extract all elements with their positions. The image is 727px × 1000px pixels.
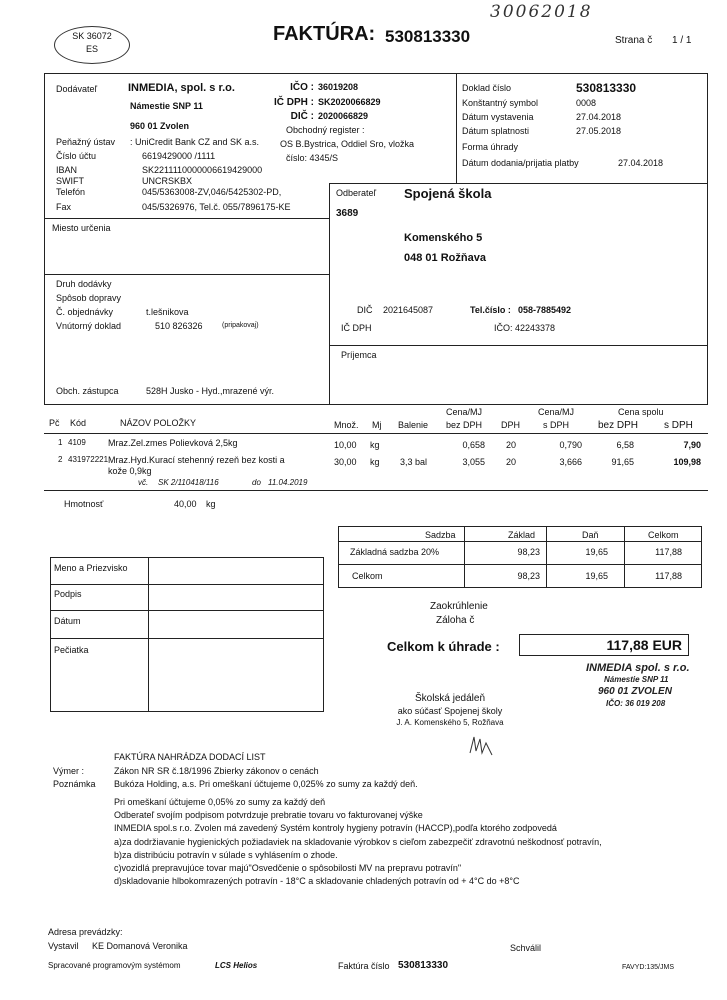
system-value: LCS Helios [215, 961, 258, 970]
row-2-vat: 20 [506, 457, 517, 467]
vat-row-2-rate: Celkom [352, 571, 383, 581]
notes-poznamka: Bukóza Holding, a.s. Pri omeškaní účtujeme 0,025% zo sumy za každý deň. [114, 779, 418, 789]
signature-sign-label: Podpis [54, 589, 82, 599]
delivery-type-label: Druh dodávky [56, 279, 112, 289]
issue-date: 27.04.2018 [576, 112, 622, 122]
vat-table-col-3 [624, 526, 625, 588]
col-vat: DPH [501, 420, 521, 430]
footer-invoice-label: Faktúra číslo [338, 961, 390, 971]
row-2-kod: 431972221 [68, 455, 109, 464]
col-total-1: Cena spolu [618, 407, 664, 417]
system-label: Spracované programovým systémom [48, 961, 181, 970]
row-2-name: Mraz.Hyd.Kurací stehenný rezeň bez kosti a [108, 455, 285, 465]
supplier-label: Dodávateľ [56, 84, 98, 94]
row-1-vat: 20 [506, 440, 517, 450]
doc-number: 530813330 [576, 81, 637, 95]
transport-label: Spôsob dopravy [56, 293, 122, 303]
row-2-unit: kg [370, 457, 380, 467]
buyer-code: 3689 [336, 208, 359, 219]
school-stamp-l3: J. A. Komenského 5, Rožňava [396, 718, 504, 727]
supplier-stamp-l4: IČO: 36 019 208 [606, 699, 666, 708]
row-2-total-incl: 109,98 [673, 457, 701, 467]
notes-text-2: Odberateľ svojím podpisom potvrdzuje prebratie tovaru vo fakturovanej výške [114, 810, 423, 820]
deposit-label: Záloha č [436, 615, 475, 626]
vat-row-1-rate: Základná sadzba 20% [350, 547, 440, 557]
vat-row-1-tax: 19,65 [585, 547, 608, 557]
col-price-excl-2: bez DPH [446, 420, 483, 430]
col-total-incl: s DPH [664, 420, 693, 431]
signature-name-label: Meno a Priezvisko [54, 563, 128, 573]
vat-row-2-tax: 19,65 [585, 571, 608, 581]
issued-by-value: KE Domanová Veronika [92, 941, 188, 951]
internal-doc-note: (pripakovaj) [222, 322, 259, 329]
signature-row-1 [50, 584, 324, 585]
footer-invoice-value: 530813330 [398, 960, 449, 971]
stamp-line-2: ES [85, 44, 98, 54]
notes-text-4: a)za dodržiavanie hygienických požiadaviek na skladovanie výrobkov s cieľom zabezpečiť zdravotnú neškodnosť potravín, [114, 837, 602, 847]
vat-row-1-base: 98,23 [517, 547, 540, 557]
ks-value: 0008 [576, 98, 597, 108]
col-price-incl-1: Cena/MJ [538, 407, 575, 417]
col-kod: Kód [70, 418, 87, 428]
due-date: 27.05.2018 [576, 126, 622, 136]
row-1-price-excl: 0,658 [462, 440, 485, 450]
school-stamp-l2: ako súčasť Spojenej školy [397, 706, 503, 716]
phone-value: 045/5363008-ZV,046/5425302-PD, [142, 187, 282, 197]
row-1-price-incl: 0,790 [559, 440, 582, 450]
weight-value: 40,00 [174, 499, 197, 509]
row-1-qty: 10,00 [334, 440, 357, 450]
supplier-city: 960 01 Zvolen [130, 121, 190, 131]
swift-value: UNCRSKBX [142, 176, 193, 186]
issued-by-label: Vystavil [48, 941, 79, 951]
batch-vc-label: vč. [138, 478, 149, 487]
sales-rep-label: Obch. zástupca [56, 386, 119, 396]
buyer-tel: 058-7885492 [518, 305, 572, 315]
stamp-line-1: SK 36072 [72, 31, 112, 41]
register-value-2: číslo: 4345/S [286, 153, 339, 163]
signature-row-2 [50, 610, 324, 611]
register-label: Obchodný register : [286, 125, 365, 135]
row-2-qty: 30,00 [334, 457, 357, 467]
notes-line-1: FAKTÚRA NAHRÁDZA DODACÍ LIST [114, 752, 266, 762]
row-2-name-2: kože 0,9kg [108, 466, 152, 476]
notes-text-6: c)vozidlá prepravujúce tovar majú"Osvedčenie o spôsobilosti MV na prepravu potravín" [114, 863, 462, 873]
ks-label: Konštantný symbol [462, 98, 539, 108]
batch-do-value: 11.04.2019 [268, 478, 308, 487]
supplier-stamp-l3: 960 01 ZVOLEN [598, 686, 672, 697]
school-stamp-l1: Školská jedáleň [414, 693, 486, 704]
notes-vymer: Zákon NR SR č.18/1996 Zbierky zákonov o cenách [114, 766, 319, 776]
notes-text-7: d)skladovanie hlbokomrazených potravín - 18°C a skladovanie chladených potravín od + 4°C do +8°C [114, 876, 520, 886]
items-bottom-line [44, 490, 708, 491]
supplier-ico: 36019208 [318, 82, 359, 92]
buyer-name: Spojená škola [404, 186, 492, 201]
total-due-value: 117,88 EUR [606, 637, 682, 653]
recipient-label: Príjemca [341, 350, 377, 360]
supplier-dic: 2020066829 [318, 111, 369, 121]
supplier-icdph-label: IČ DPH : [274, 97, 314, 108]
supplier-stamp-l2: Námestie SNP 11 [604, 675, 669, 684]
signature-scribble [466, 733, 496, 761]
vat-table-row-line [338, 564, 702, 565]
supplier-ico-label: IČO : [290, 82, 314, 93]
vat-table-col-1 [464, 526, 465, 588]
items-header-line [44, 433, 708, 434]
buyer-dic: 2021645087 [383, 305, 434, 315]
buyer-dic-label: DIČ [357, 305, 373, 315]
supplier-icdph: SK2020066829 [318, 97, 381, 107]
account-label: Číslo účtu [56, 151, 97, 161]
col-name: NÁZOV POLOŽKY [120, 418, 197, 428]
delivery-date-label: Dátum dodania/prijatia platby [462, 158, 579, 168]
destination-label: Miesto určenia [52, 223, 111, 233]
fax-label: Fax [56, 202, 72, 212]
approved-label: Schválil [510, 943, 542, 953]
row-2-price-incl: 3,666 [559, 457, 582, 467]
notes-text-5: b)za distribúciu potravín v súlade s vyhlásením o zhode. [114, 850, 338, 860]
address-label: Adresa prevádzky: [48, 927, 123, 937]
rounding-label: Zaokrúhlenie [430, 601, 488, 612]
buyer-label: Odberateľ [336, 188, 377, 198]
total-due-label: Celkom k úhrade : [387, 639, 500, 654]
vat-h-rate: Sadzba [425, 530, 456, 540]
page-label: Strana č [615, 35, 653, 46]
register-value: OS B.Bystrica, Oddiel Sro, vložka [280, 139, 415, 149]
divider-buyer-top [329, 183, 708, 184]
buyer-icdph-label: IČ DPH [341, 323, 372, 333]
vat-h-total: Celkom [648, 530, 679, 540]
notes-text-1: Pri omeškaní účtujeme 0,05% zo sumy za každý deň [114, 797, 326, 807]
col-price-excl-1: Cena/MJ [446, 407, 483, 417]
phone-label: Telefón [56, 187, 86, 197]
order-label: Č. objednávky [56, 307, 114, 317]
internal-doc-value: 510 826326 [155, 321, 203, 331]
page-value: 1 / 1 [672, 35, 692, 46]
batch-do-label: do [252, 478, 261, 487]
col-unit: Mj [372, 420, 382, 430]
col-pc: Pč [49, 418, 60, 428]
vat-h-tax: Daň [582, 530, 599, 540]
fax-value: 045/5326976, Tel.č. 055/7896175-KE [142, 202, 291, 212]
signature-box-col [148, 557, 149, 712]
swift-label: SWIFT [56, 176, 84, 186]
row-2-price-excl: 3,055 [462, 457, 485, 467]
col-price-incl-2: s DPH [543, 420, 570, 430]
divider-recipient [329, 345, 708, 346]
supplier-stamp-l1: INMEDIA spol. s r.o. [586, 662, 690, 674]
row-1-name: Mraz.Zel.zmes Polievková 2,5kg [108, 438, 238, 448]
col-qty: Množ. [334, 420, 359, 430]
handwritten-number: 30062018 [490, 2, 593, 22]
notes-poznamka-label: Poznámka [53, 779, 96, 789]
signature-stamp-label: Pečiatka [54, 645, 89, 655]
buyer-street: Komenského 5 [404, 232, 483, 244]
sales-rep-value: 528H Jusko - Hyd.,mrazené výr. [146, 386, 275, 396]
supplier-name: INMEDIA, spol. s r.o. [128, 82, 235, 94]
supplier-street: Námestie SNP 11 [130, 101, 203, 111]
row-2-pc: 2 [58, 455, 63, 464]
buyer-tel-label: Tel.číslo : [470, 305, 511, 315]
row-1-unit: kg [370, 440, 380, 450]
batch-vc-value: SK 2/110418/116 [158, 478, 219, 487]
row-1-pc: 1 [58, 438, 63, 447]
vat-h-base: Základ [508, 530, 536, 540]
weight-unit: kg [206, 499, 216, 509]
vat-row-2-base: 98,23 [517, 571, 540, 581]
iban-label: IBAN [56, 165, 78, 175]
divider-left-mid [44, 274, 329, 275]
row-2-pack: 3,3 bal [400, 457, 428, 467]
doc-number-label: Doklad číslo [462, 83, 512, 93]
invoice-title: FAKTÚRA: [273, 23, 376, 45]
bank-value: : UniCredit Bank CZ and SK a.s. [130, 137, 260, 147]
footer-code: FAVYD:135/JMS [622, 964, 675, 971]
notes-text-3: INMEDIA spol.s r.o. Zvolen má zavedený Systém kontroly hygieny potravín (HACCP),podľa ktorého zodpovedá [114, 823, 557, 833]
signature-date-label: Dátum [54, 616, 81, 626]
bank-label: Peňažný ústav [56, 137, 116, 147]
weight-label: Hmotnosť [64, 499, 104, 509]
col-pack: Balenie [398, 420, 429, 430]
issue-date-label: Dátum vystavenia [462, 112, 534, 122]
iban-value: SK2211110000006619429000 [142, 165, 263, 175]
account-value: 6619429000 /1111 [142, 151, 216, 161]
delivery-date: 27.04.2018 [618, 158, 664, 168]
signature-box [50, 557, 324, 712]
signature-row-3 [50, 638, 324, 639]
row-1-kod: 4109 [68, 438, 86, 447]
row-2-total-excl: 91,65 [611, 457, 634, 467]
payment-label: Forma úhrady [462, 142, 519, 152]
buyer-ico-label: IČO: [494, 323, 513, 333]
vat-table-head-line [338, 541, 702, 542]
buyer-ico: 42243378 [515, 323, 556, 333]
internal-doc-label: Vnútorný doklad [56, 321, 122, 331]
divider-buyer-left [329, 183, 330, 405]
invoice-number: 530813330 [385, 27, 471, 46]
divider-top-left [44, 218, 329, 219]
due-date-label: Dátum splatnosti [462, 126, 530, 136]
vat-row-1-total: 117,88 [655, 547, 682, 557]
vat-row-2-total: 117,88 [655, 571, 682, 581]
row-1-total-excl: 6,58 [616, 440, 634, 450]
vat-table-col-2 [546, 526, 547, 588]
buyer-city: 048 01 Rožňava [404, 252, 486, 264]
col-total-excl: bez DPH [598, 420, 639, 431]
order-value: t.lešnikova [146, 307, 189, 317]
supplier-dic-label: DIČ : [290, 111, 314, 122]
row-1-total-incl: 7,90 [683, 440, 701, 450]
divider-supplier-doc [456, 73, 457, 183]
notes-vymer-label: Výmer : [53, 766, 85, 776]
